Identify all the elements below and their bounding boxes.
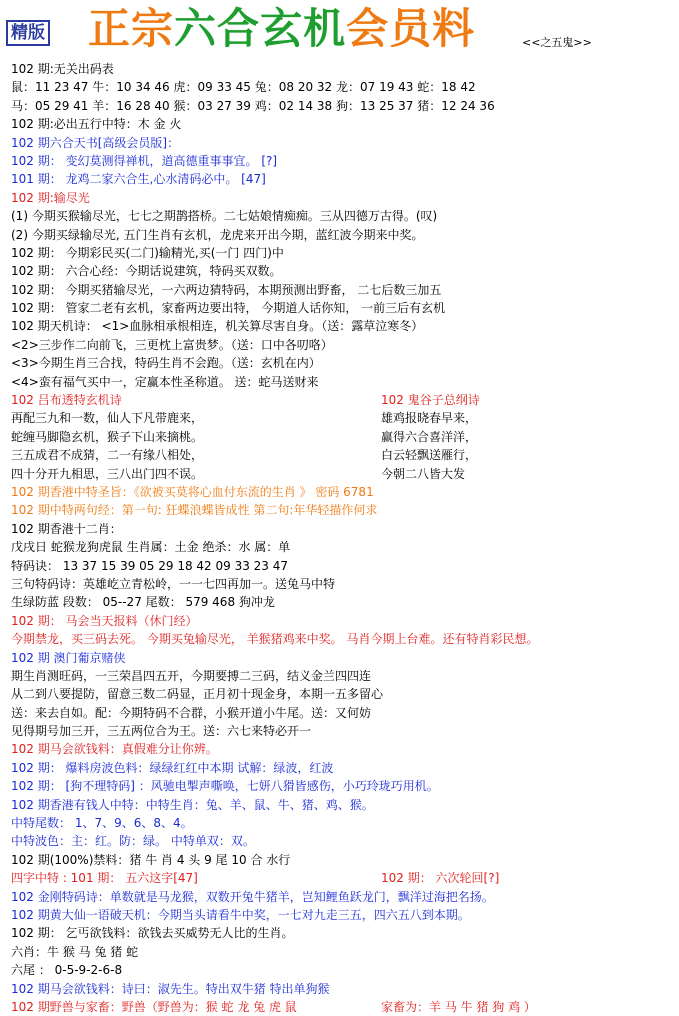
text-line: 中特波色：主：红。防：绿。 中特单双：双。: [11, 834, 255, 849]
text-line: 从二到八要提防，留意三数二码显，正月初十现金身，本期一五多留心: [11, 687, 384, 702]
title-char: 机: [303, 4, 347, 53]
title-char: 六: [174, 4, 218, 53]
text-line-right: 家畜为：羊 马 牛 猪 狗 鸡 ）: [381, 999, 536, 1014]
text-line: 102 金刚特码诗：单数就是马龙猴，双数开兔牛猪羊，岂知鲤鱼跃龙门，飘洋过海把名扬。: [11, 889, 494, 904]
text-line: 今期禁龙，买三码去死。 今期买兔输尽光， 羊猴猪鸡来中奖。 马肖今期上台难。还有特肖彩民想。: [11, 632, 539, 647]
text-line: (1) 今期买猴输尽光，七七之期鹊搭桥。二七姑娘情痴痴。三从四德万古得。(叹): [11, 209, 438, 224]
text-line-right: 赢得六合喜洋洋，: [381, 429, 478, 444]
page-header: [0, 0, 679, 60]
text-line: 102 期： 今期彩民买(二门)输精光,买(一门 四门)中: [11, 245, 284, 260]
text-line-left: 四字中特 : 101 期： 五六这字[47]: [11, 871, 198, 886]
text-line-right: 102 期： 六次轮回[?]: [381, 871, 500, 886]
text-line: 送：来去自如。配：今期特码不合群，小猴开道小牛尾。送：又何妨: [11, 705, 372, 720]
text-line: 102 期马会欲钱料：真假难分让你辨。: [11, 742, 218, 757]
text-line: 三句特码诗：英雄屹立青松岭，一一七四再加一。送兔马中特: [11, 576, 336, 591]
text-line: [11, 998, 671, 1016]
text-line: [11, 428, 671, 446]
text-line: <3>今期生肖三合找，特码生肖不会跑。（送：玄机在内）: [11, 356, 321, 371]
text-line: 102 期(100%)禁料：猪 牛 肖 4 头 9 尾 10 合 水行: [11, 852, 291, 867]
page-title: [88, 4, 475, 54]
text-line: 102 期六合天书[高级会员版]：: [11, 135, 180, 150]
title-char: 员: [389, 4, 433, 53]
text-line: 六尾 ： 0-5-9-2-6-8: [11, 963, 123, 978]
text-line: 102 期天机诗： <1>血脉相承根相连，机关算尽害自身。（送：露草泣寒冬）: [11, 319, 424, 334]
text-line: 102 期： 六合心经：今期话说建筑，特码买双数。: [11, 264, 282, 279]
page-subtitle: <<之五鬼>>: [522, 36, 592, 49]
text-line: 中特尾数： 1、7、9、6、8、4。: [11, 816, 193, 831]
text-line: 102 期:输尽光: [11, 190, 90, 205]
text-line: 102 期香港中特圣旨：《欲被买莫将心血付东流的生肖 》 密码 6781: [11, 484, 374, 499]
title-char: 宗: [131, 4, 175, 53]
text-line-left: 再配三九和一数，仙人下凡带鹿来，: [11, 411, 204, 426]
text-line: 102 期： 马会当天报料（休门经）: [11, 613, 198, 628]
text-line: 102 期香港十二肖：: [11, 521, 122, 536]
text-line: 102 期： 今期买猪输尽光，一六两边猜特码，本期预测出野畜， 二七后数三加五: [11, 282, 442, 297]
text-line: 见得期号加三开，三五两位合为王。送：六七来特必开一: [11, 724, 312, 739]
text-line: 102 期 澳门葡京赌侠: [11, 650, 126, 665]
content-body: [11, 60, 671, 1016]
text-line: 102 期:无关出码表: [11, 62, 114, 76]
text-line: 102 期香港有钱人中特：中特生肖：兔、羊、鼠、牛、猪、鸡、猴。: [11, 797, 374, 812]
text-line: (2) 今期买绿输尽光, 五门生肖有玄机，龙虎来开出今期，蓝红波今期来中奖。: [11, 227, 424, 242]
text-line-right: 今朝二八皆大发: [381, 466, 466, 481]
text-line-right: 102 鬼谷子总纲诗: [381, 393, 480, 408]
title-char: 合: [217, 4, 261, 53]
text-line: 六肖：牛 猴 马 兔 猪 蛇: [11, 944, 139, 959]
text-line: 102 期马会欲钱料：诗曰：淑先生。特出双牛猪 特出单狗猴: [11, 981, 330, 996]
text-line: [11, 391, 671, 409]
text-line: [11, 446, 671, 464]
text-line: 102 期中特两句经：第一句: 狂蝶浪蝶皆成性 第二句:年华轻描作何求: [11, 503, 378, 518]
text-line: [11, 409, 671, 427]
title-char: 玄: [260, 4, 304, 53]
text-line: <4>蛮有福气买中一，定赢本性圣称道。 送：蛇马送财来: [11, 374, 319, 389]
text-line-left: 102 吕布透特玄机诗: [11, 393, 122, 408]
text-line: 102 期： [狗不理特码] ：风驰电掣声嘶唤，七妍八猾皆感伤，小巧玲珑巧用机。: [11, 779, 439, 794]
text-line-right: 白云轻飘送雁行，: [381, 448, 478, 463]
title-char: 正: [88, 4, 132, 53]
text-line: 101 期： 龙鸡二家六合生,心水清码必中。 [47]: [11, 172, 266, 187]
text-line: 戊戌日 蛇猴龙狗虎鼠 生肖属：土金 绝杀：水 属：单: [11, 540, 291, 555]
text-line: 102 期： 管家二老有玄机，家畜两边要出特， 今期道人话你知， 一前三后有玄机: [11, 301, 446, 316]
text-line: [11, 869, 671, 887]
text-line: <2>三步作二向前飞，三更枕上富贵梦。（送：口中各叨咯）: [11, 337, 333, 352]
text-line: 期生肖测旺码，一三荣昌四五开，今期要搏二三码，结义金兰四四连: [11, 668, 372, 683]
text-line: 102 期： 乞丐欲钱料：欲钱去买威势无人比的生肖。: [11, 926, 294, 941]
text-line-left: 四十分开九相思，三八出门四不误。: [11, 466, 204, 481]
title-char: 会: [346, 4, 390, 53]
text-line: 马：05 29 41 羊：16 28 40 猴：03 27 39 鸡：02 14 38 狗：13 25 37 猪：12 24 36: [11, 98, 495, 113]
title-char: 料: [432, 4, 476, 53]
edition-badge: 精版: [6, 20, 50, 46]
text-line-left: 蛇缠马脚隐玄机，猴子下山来摘桃。: [11, 429, 204, 444]
text-line-left: 102 期野兽与家畜：野兽（野兽为：猴 蛇 龙 兔 虎 鼠: [11, 999, 297, 1014]
text-line: 生绿防蓝 段数： 05--27 尾数： 579 468 狗冲龙: [11, 595, 275, 610]
text-line-left: 三五成君不成猜，二一有缘八相处，: [11, 448, 204, 463]
text-line-right: 雄鸡报晓春早来，: [381, 411, 478, 426]
text-line: 102 期： 变幻莫测得禅机，道高德重事事宜。 [?]: [11, 153, 278, 168]
text-line: 鼠：11 23 47 牛：10 34 46 虎：09 33 45 兔：08 20 32 龙：07 19 43 蛇：18 42: [11, 80, 476, 95]
text-line: 102 期黄大仙一语破天机：今期当头请看牛中奖，一七对九走三五，四六五八到本期。: [11, 907, 470, 922]
text-line: 102 期： 爆料房波色料：绿绿红红中本期 试解：绿波，红波: [11, 760, 334, 775]
text-line: 102 期:必出五行中特：木 金 火: [11, 117, 182, 132]
text-line: [11, 465, 671, 483]
text-line: 特码诀： 13 37 15 39 05 29 18 42 09 33 23 47: [11, 558, 289, 573]
